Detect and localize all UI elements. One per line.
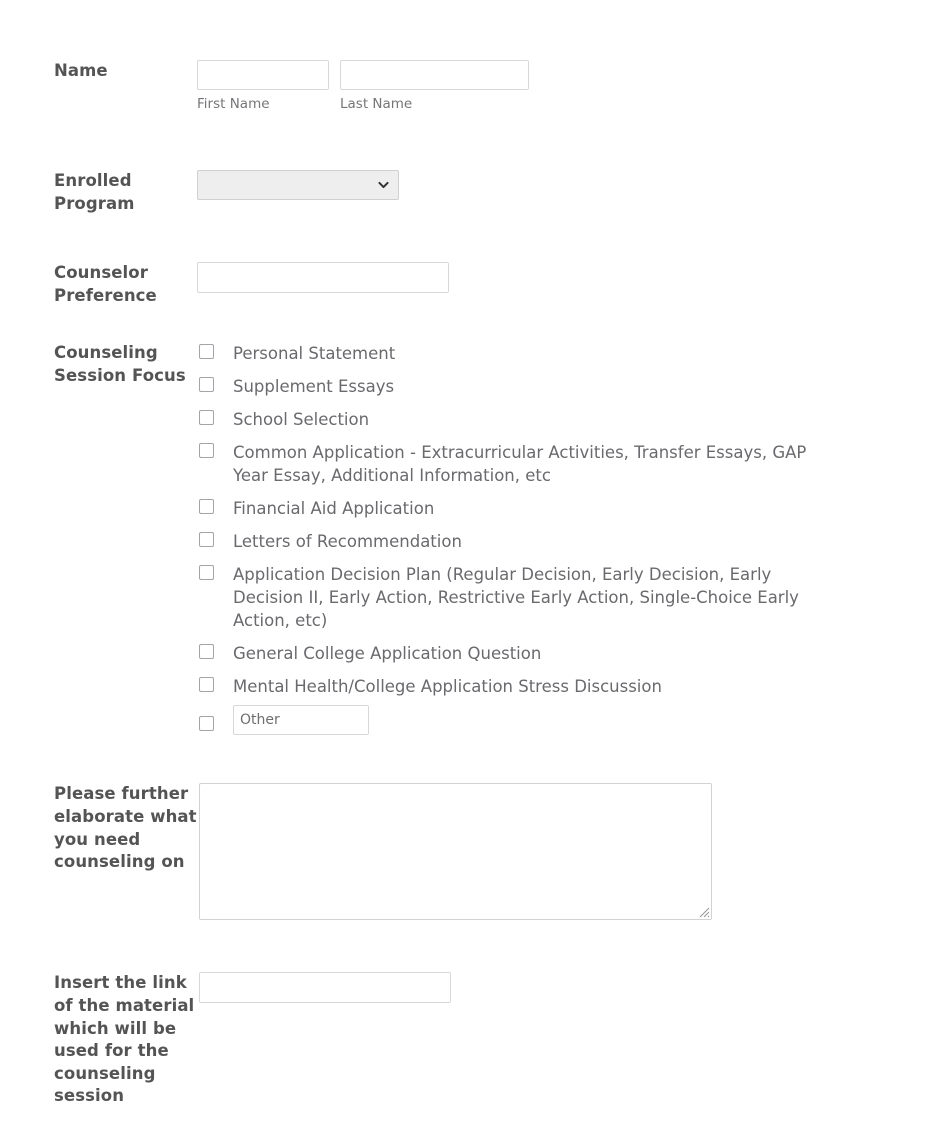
checkbox-general-college-application-question[interactable]	[199, 644, 214, 659]
checkbox-label: General College Application Question	[233, 644, 542, 664]
field-label-name: Name	[54, 61, 108, 80]
checkbox-label: Letters of Recommendation	[233, 532, 462, 552]
first-name-input[interactable]	[197, 60, 329, 90]
name-inputs	[197, 60, 930, 112]
checkbox-label: Common Application - Extracurricular Activities, Transfer Essays, GAP Year Essay, Additional Information, etc	[233, 443, 807, 486]
field-control-material-link	[199, 972, 930, 1003]
checkbox-common-application[interactable]	[199, 443, 214, 458]
field-label-elaborate: Please further elaborate what you need counseling on	[54, 784, 197, 872]
last-name-sublabel: Last Name	[340, 96, 413, 112]
last-name-group	[340, 60, 529, 112]
enrolled-program-select[interactable]	[197, 170, 399, 200]
field-control-elaborate	[199, 783, 930, 924]
checkbox-application-decision-plan[interactable]	[199, 565, 214, 580]
field-material-link	[0, 972, 930, 1108]
checkbox-label: Application Decision Plan (Regular Decision, Early Decision, Early Decision II, Early Action, Restrictive Early Action, Single-Choice Early Action, etc)	[233, 565, 799, 631]
checkbox-row-other[interactable]	[199, 710, 930, 735]
field-enrolled-program	[0, 170, 930, 215]
last-name-input[interactable]	[340, 60, 529, 90]
checkbox-label: Mental Health/College Application Stress Discussion	[233, 677, 662, 697]
checkbox-row[interactable]	[199, 642, 930, 665]
checkbox-school-selection[interactable]	[199, 410, 214, 425]
checkbox-financial-aid-application[interactable]	[199, 499, 214, 514]
elaborate-textarea[interactable]	[199, 783, 712, 920]
field-counselor-preference	[0, 262, 930, 307]
field-name	[0, 60, 930, 112]
checkbox-row[interactable]	[199, 497, 930, 520]
checkbox-supplement-essays[interactable]	[199, 377, 214, 392]
other-text-input[interactable]	[233, 705, 369, 735]
checkbox-row[interactable]	[199, 675, 930, 698]
field-control-enrolled-program	[197, 170, 930, 200]
checkbox-row[interactable]	[199, 408, 930, 431]
field-elaborate	[0, 783, 930, 924]
field-label-counseling-session-focus: Counseling Session Focus	[54, 343, 186, 385]
checkbox-label: Supplement Essays	[233, 377, 395, 397]
elaborate-textarea-wrap	[199, 783, 712, 920]
counselor-preference-input[interactable]	[197, 262, 449, 293]
field-label-material-link: Insert the link of the material which will be used for the counseling session	[54, 973, 195, 1106]
checkbox-row[interactable]	[199, 530, 930, 553]
field-control-counseling-session-focus	[197, 342, 930, 735]
checkbox-letters-of-recommendation[interactable]	[199, 532, 214, 547]
first-name-sublabel: First Name	[197, 96, 270, 112]
checkbox-other[interactable]	[199, 716, 214, 731]
first-name-group	[197, 60, 329, 112]
counseling-focus-checkbox-list	[199, 342, 930, 735]
enrolled-program-select-wrap	[197, 170, 399, 200]
checkbox-label: School Selection	[233, 410, 370, 430]
checkbox-label: Financial Aid Application	[233, 499, 435, 519]
checkbox-row[interactable]	[199, 375, 930, 398]
checkbox-label: Personal Statement	[233, 344, 396, 364]
field-counseling-session-focus	[0, 342, 930, 735]
field-label-counselor-preference: Counselor Preference	[54, 263, 157, 305]
field-control-name	[197, 60, 930, 112]
checkbox-row[interactable]	[199, 441, 930, 487]
field-control-counselor-preference	[197, 262, 930, 293]
checkbox-personal-statement[interactable]	[199, 344, 214, 359]
field-label-enrolled-program: Enrolled Program	[54, 171, 135, 213]
checkbox-row[interactable]	[199, 563, 930, 632]
checkbox-row[interactable]	[199, 342, 930, 365]
material-link-input[interactable]	[199, 972, 451, 1003]
checkbox-mental-health-discussion[interactable]	[199, 677, 214, 692]
